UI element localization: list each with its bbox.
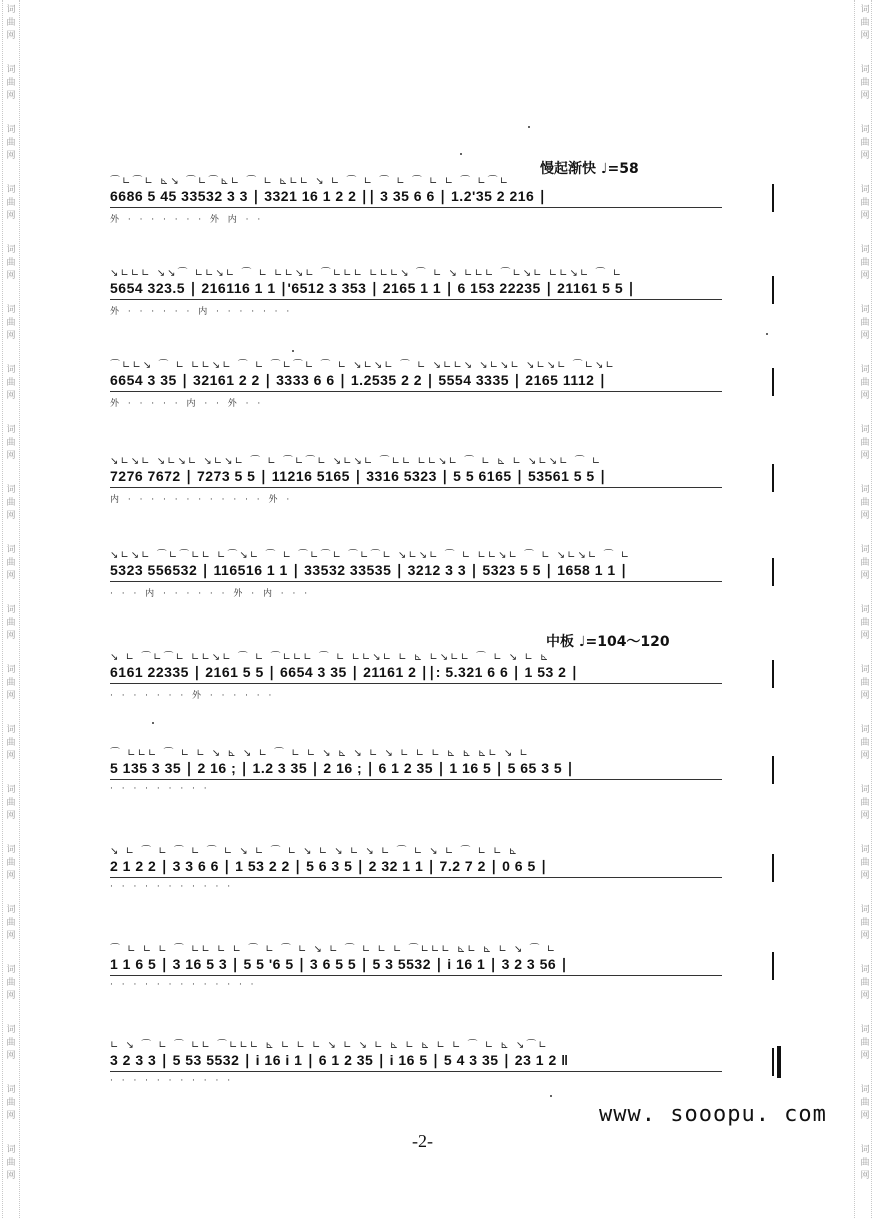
row-octave-dots: 外 · · · · · 内 · · 外 · · — [110, 399, 264, 409]
row-octave-dots: · · · · · · · · · — [110, 784, 210, 794]
watermark-char: 曲 — [860, 498, 870, 508]
watermark-char: 网 — [6, 691, 16, 701]
watermark-char: 词 — [6, 185, 16, 195]
watermark-char: 词 — [860, 5, 870, 15]
watermark-char: 词 — [6, 5, 16, 15]
row-notation: 6161 22335 ∣ 2161 5 5 ∣ 6654 3 35 ∣ 21161 2 ∣∣: 5.321 6 6 ∣ 1 53 2 ∣ — [110, 664, 782, 687]
watermark-char: 曲 — [6, 738, 16, 748]
watermark-char: 词 — [6, 965, 16, 975]
watermark-char: 网 — [6, 991, 16, 1001]
watermark-char: 词 — [860, 965, 870, 975]
row-notation: 5 135 3 35 ∣ 2 16 ; ∣ 1.2 3 35 ∣ 2 16 ; ∣ 6 1 2 35 ∣ 1 16 5 ∣ 5 65 3 5 ∣ — [110, 760, 782, 783]
watermark-char: 网 — [860, 1051, 870, 1061]
row-ornament-marks: ⌒∟∟↘ ⌒ ∟ ∟∟↘∟ ⌒ ∟ ⌒∟⌒∟ ⌒ ∟ ↘∟↘∟ ⌒ ∟ ↘∟∟↘ ↘∟↘∟ ↘∟↘∟ ⌒∟↘∟ — [110, 360, 616, 370]
watermark-char: 词 — [6, 425, 16, 435]
watermark-char: 词 — [6, 1145, 16, 1155]
barline — [772, 368, 774, 396]
watermark-char: 词 — [860, 725, 870, 735]
watermark-char: 网 — [860, 331, 870, 341]
watermark-char: 曲 — [860, 378, 870, 388]
watermark-char: 词 — [860, 485, 870, 495]
row-notation: 7276 7672 ∣ 7273 5 5 ∣ 11216 5165 ∣ 3316 5323 ∣ 5 5 6165 ∣ 53561 5 5 ∣ — [110, 468, 782, 491]
barline — [772, 952, 774, 980]
row-octave-dots: 外 · · · · · · 内 · · · · · · · — [110, 307, 293, 317]
watermark-char: 曲 — [860, 198, 870, 208]
watermark-char: 曲 — [860, 618, 870, 628]
row-notation: 6686 5 45 33532 3 3 ∣ 3321 16 1 2 2 ∣∣ 3 35 6 6 ∣ 1.2'35 2 216 ∣ — [110, 188, 782, 211]
speck — [152, 722, 154, 724]
watermark-char: 曲 — [6, 438, 16, 448]
watermark-char: 网 — [6, 811, 16, 821]
row-notation: 2 1 2 2 ∣ 3 3 6 6 ∣ 1 53 2 2 ∣ 5 6 3 5 ∣ 2 32 1 1 ∣ 7.2 7 2 ∣ 0 6 5 ∣ — [110, 858, 782, 881]
watermark-char: 网 — [860, 271, 870, 281]
row-octave-dots: · · · 内 · · · · · · 外 · 内 · · · — [110, 589, 311, 599]
watermark-char: 曲 — [6, 318, 16, 328]
watermark-char: 曲 — [6, 78, 16, 88]
row-ornament-marks: ⌒ ∟∟∟ ⌒ ∟ ∟ ↘ ⊾ ↘ ∟ ⌒ ∟ ∟ ↘ ⊾ ↘ ∟ ↘ ∟ ∟ ∟ ⊾ ⊾ ⊾∟ ↘ ∟ — [110, 748, 530, 758]
watermark-char: 词 — [6, 1025, 16, 1035]
watermark-char: 词 — [6, 545, 16, 555]
barline — [772, 854, 774, 882]
watermark-char: 网 — [860, 1111, 870, 1121]
watermark-char: 曲 — [860, 318, 870, 328]
row-octave-dots: · · · · · · · · · · · — [110, 882, 234, 892]
watermark-char: 曲 — [6, 498, 16, 508]
final-barline — [777, 1046, 781, 1078]
row-ornament-marks: ↘∟↘∟ ⌒∟⌒∟∟ ∟⌒↘∟ ⌒ ∟ ⌒∟⌒∟ ⌒∟⌒∟ ↘∟↘∟ ⌒ ∟ ∟∟↘∟ ⌒ ∟ ↘∟↘∟ ⌒ ∟ — [110, 550, 632, 560]
watermark-char: 网 — [6, 751, 16, 761]
watermark-char: 网 — [6, 91, 16, 101]
watermark-char: 词 — [860, 845, 870, 855]
watermark-char: 词 — [860, 305, 870, 315]
watermark-char: 曲 — [6, 1038, 16, 1048]
watermark-char: 曲 — [860, 678, 870, 688]
watermark-char: 曲 — [860, 858, 870, 868]
watermark-char: 曲 — [860, 18, 870, 28]
speck — [766, 333, 768, 335]
row-octave-dots: · · · · · · · · · · · · · — [110, 980, 257, 990]
watermark-char: 词 — [6, 845, 16, 855]
row-ornament-marks: ↘∟∟∟ ↘↘⌒ ∟∟↘∟ ⌒ ∟ ∟∟↘∟ ⌒∟∟∟ ∟∟∟↘ ⌒ ∟ ↘ ∟∟∟ ⌒∟↘∟ ∟∟↘∟ ⌒ ∟ — [110, 268, 623, 278]
watermark-char: 词 — [6, 905, 16, 915]
barline — [772, 1048, 774, 1076]
watermark-char: 曲 — [6, 978, 16, 988]
tempo-marking-1: 慢起渐快 ♩=58 — [540, 161, 639, 177]
watermark-char: 网 — [6, 331, 16, 341]
watermark-char: 词 — [860, 605, 870, 615]
watermark-char: 曲 — [860, 738, 870, 748]
watermark-char: 网 — [6, 391, 16, 401]
watermark-char: 曲 — [860, 978, 870, 988]
row-ornament-marks: ↘∟↘∟ ↘∟↘∟ ↘∟↘∟ ⌒ ∟ ⌒∟⌒∟ ↘∟↘∟ ⌒∟∟ ∟∟↘∟ ⌒ ∟ ⊾ ∟ ↘∟↘∟ ⌒ ∟ — [110, 456, 603, 466]
watermark-char: 网 — [6, 511, 16, 521]
watermark-char: 曲 — [860, 1158, 870, 1168]
watermark-char: 网 — [860, 211, 870, 221]
watermark-char: 曲 — [6, 618, 16, 628]
page-number: -2- — [412, 1131, 433, 1151]
watermark-char: 曲 — [6, 858, 16, 868]
watermark-char: 网 — [860, 991, 870, 1001]
row-octave-dots: 外 · · · · · · · 外 内 · · — [110, 215, 264, 225]
watermark-char: 曲 — [6, 1098, 16, 1108]
row-notation: 3 2 3 3 ∣ 5 53 5532 ∣ i 16 i 1 ∣ 6 1 2 35 ∣ i 16 5 ∣ 5 4 3 35 ∣ 23 1 2 ‖ — [110, 1052, 782, 1075]
watermark-char: 词 — [6, 65, 16, 75]
watermark-char: 网 — [6, 151, 16, 161]
barline — [772, 756, 774, 784]
barline — [772, 464, 774, 492]
watermark-char: 词 — [6, 305, 16, 315]
speck — [528, 126, 530, 128]
watermark-char: 曲 — [6, 378, 16, 388]
watermark-char: 曲 — [860, 78, 870, 88]
watermark-char: 曲 — [6, 18, 16, 28]
watermark-char: 词 — [860, 545, 870, 555]
speck — [460, 153, 462, 155]
watermark-char: 网 — [860, 811, 870, 821]
watermark-char: 网 — [6, 31, 16, 41]
watermark-char: 网 — [860, 931, 870, 941]
watermark-char: 词 — [860, 425, 870, 435]
watermark-char: 词 — [6, 365, 16, 375]
watermark-char: 曲 — [6, 798, 16, 808]
watermark-char: 曲 — [860, 138, 870, 148]
row-ornament-marks: ⌒ ∟ ∟ ∟ ⌒ ∟∟ ∟ ∟ ⌒ ∟ ⌒ ∟ ↘ ∟ ⌒ ∟ ∟ ∟ ⌒∟∟∟ ⊾∟ ⊾ ∟ ↘ ⌒ ∟ — [110, 944, 558, 954]
barline — [772, 660, 774, 688]
website-watermark: www. sooopu. com — [599, 1102, 827, 1127]
watermark-char: 曲 — [6, 198, 16, 208]
watermark-char: 词 — [860, 1145, 870, 1155]
watermark-char: 网 — [860, 871, 870, 881]
watermark-char: 网 — [6, 1051, 16, 1061]
watermark-char: 网 — [860, 631, 870, 641]
watermark-char: 网 — [6, 871, 16, 881]
watermark-char: 曲 — [6, 558, 16, 568]
watermark-char: 网 — [860, 751, 870, 761]
watermark-char: 曲 — [6, 678, 16, 688]
watermark-char: 词 — [6, 245, 16, 255]
watermark-char: 曲 — [860, 1038, 870, 1048]
row-notation: 5323 556532 ∣ 116516 1 1 ∣ 33532 33535 ∣ 3212 3 3 ∣ 5323 5 5 ∣ 1658 1 1 ∣ — [110, 562, 782, 585]
watermark-char: 曲 — [6, 138, 16, 148]
watermark-char: 曲 — [860, 558, 870, 568]
row-octave-dots: · · · · · · · · · · · — [110, 1076, 234, 1086]
watermark-char: 网 — [6, 931, 16, 941]
row-notation: 5654 323.5 ∣ 216116 1 1 ∣'6512 3 353 ∣ 2165 1 1 ∣ 6 153 22235 ∣ 21161 5 5 ∣ — [110, 280, 782, 303]
speck — [550, 1095, 552, 1097]
watermark-char: 网 — [860, 511, 870, 521]
watermark-char: 曲 — [860, 798, 870, 808]
watermark-char: 词 — [6, 125, 16, 135]
watermark-char: 网 — [860, 31, 870, 41]
speck — [292, 350, 294, 352]
watermark-char: 词 — [860, 365, 870, 375]
watermark-char: 网 — [860, 571, 870, 581]
watermark-char: 词 — [860, 125, 870, 135]
watermark-char: 网 — [860, 391, 870, 401]
row-ornament-marks: ↘ ∟ ⌒ ∟ ⌒ ∟ ⌒ ∟ ↘ ∟ ⌒ ∟ ↘ ∟ ↘ ∟ ↘ ∟ ⌒ ∟ ↘ ∟ ⌒ ∟ ∟ ⊾ — [110, 846, 520, 856]
barline — [772, 184, 774, 212]
watermark-char: 词 — [6, 725, 16, 735]
row-octave-dots: 内 · · · · · · · · · · · · 外 · — [110, 495, 293, 505]
barline — [772, 558, 774, 586]
watermark-char: 曲 — [860, 438, 870, 448]
watermark-char: 网 — [860, 91, 870, 101]
watermark-char: 曲 — [6, 258, 16, 268]
watermark-char: 曲 — [6, 1158, 16, 1168]
row-ornament-marks: ↘ ∟ ⌒∟⌒∟ ∟∟↘∟ ⌒ ∟ ⌒∟∟∟ ⌒ ∟ ∟∟↘∟ ∟ ⊾ ∟↘∟∟ ⌒ ∟ ↘ ∟ ⊾ — [110, 652, 551, 662]
watermark-char: 网 — [6, 631, 16, 641]
row-notation: 6654 3 35 ∣ 32161 2 2 ∣ 3333 6 6 ∣ 1.2535 2 2 ∣ 5554 3335 ∣ 2165 1112 ∣ — [110, 372, 782, 395]
watermark-char: 曲 — [860, 1098, 870, 1108]
watermark-char: 网 — [6, 451, 16, 461]
watermark-char: 词 — [860, 1085, 870, 1095]
watermark-char: 网 — [6, 1171, 16, 1181]
watermark-char: 词 — [6, 605, 16, 615]
watermark-char: 网 — [6, 211, 16, 221]
watermark-char: 词 — [860, 905, 870, 915]
watermark-char: 词 — [860, 785, 870, 795]
watermark-char: 网 — [860, 151, 870, 161]
watermark-char: 词 — [860, 1025, 870, 1035]
watermark-char: 词 — [6, 665, 16, 675]
row-ornament-marks: ∟ ↘ ⌒ ∟ ⌒ ∟∟ ⌒∟∟∟ ⊾ ∟ ∟ ∟ ↘ ∟ ↘ ∟ ⊾ ∟ ⊾ ∟ ∟ ⌒ ∟ ⊾ ↘⌒∟ — [110, 1040, 549, 1050]
row-ornament-marks: ⌒∟⌒∟ ⊾↘ ⌒∟⌒⊾∟ ⌒ ∟ ⊾∟∟ ↘ ∟ ⌒ ∟ ⌒ ∟ ⌒ ∟ ∟ ⌒ ∟⌒∟ — [110, 176, 511, 186]
watermark-char: 词 — [6, 1085, 16, 1095]
row-octave-dots: · · · · · · · 外 · · · · · · — [110, 691, 275, 701]
watermark-char: 网 — [860, 1171, 870, 1181]
watermark-char: 词 — [860, 665, 870, 675]
watermark-char: 曲 — [6, 918, 16, 928]
watermark-char: 网 — [860, 691, 870, 701]
watermark-char: 词 — [860, 245, 870, 255]
watermark-char: 网 — [6, 571, 16, 581]
watermark-char: 网 — [6, 1111, 16, 1121]
watermark-char: 曲 — [860, 258, 870, 268]
watermark-char: 网 — [860, 451, 870, 461]
watermark-char: 网 — [6, 271, 16, 281]
watermark-char: 曲 — [860, 918, 870, 928]
row-notation: 1 1 6 5 ∣ 3 16 5 3 ∣ 5 5 '6 5 ∣ 3 6 5 5 ∣ 5 3 5532 ∣ i 16 1 ∣ 3 2 3 56 ∣ — [110, 956, 782, 979]
watermark-char: 词 — [860, 185, 870, 195]
watermark-char: 词 — [860, 65, 870, 75]
barline — [772, 276, 774, 304]
watermark-char: 词 — [6, 785, 16, 795]
tempo-marking-2: 中板 ♩=104～120 — [546, 634, 670, 650]
watermark-char: 词 — [6, 485, 16, 495]
